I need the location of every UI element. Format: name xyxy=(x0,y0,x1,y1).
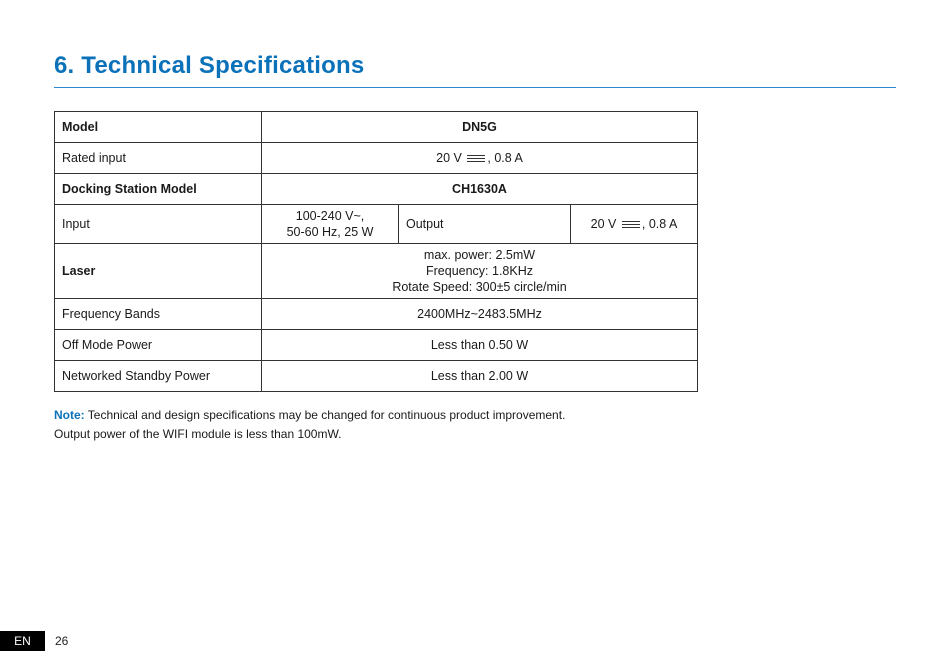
table-row xyxy=(55,330,698,361)
input-value xyxy=(262,205,399,244)
note-line xyxy=(54,406,565,425)
rated-input-value xyxy=(262,143,698,174)
laser-value xyxy=(262,244,698,299)
title-divider xyxy=(54,87,896,88)
model-value: DN5G xyxy=(262,112,698,143)
standby-value: Less than 2.00 W xyxy=(262,361,698,392)
laser-label: Laser xyxy=(55,244,262,299)
table-row xyxy=(55,299,698,330)
table-row xyxy=(55,205,698,244)
table-row xyxy=(55,361,698,392)
table-row xyxy=(55,143,698,174)
off-mode-value: Less than 0.50 W xyxy=(262,330,698,361)
laser-line: Rotate Speed: 300±5 circle/min xyxy=(392,280,567,294)
note-text: Technical and design specifications may be changed for continuous product improvement. xyxy=(84,408,566,422)
off-mode-label: Off Mode Power xyxy=(55,330,262,361)
freq-label: Frequency Bands xyxy=(55,299,262,330)
rated-input-label: Rated input xyxy=(55,143,262,174)
rated-input-voltage: 20 V xyxy=(436,151,462,165)
table-row xyxy=(55,174,698,205)
output-label: Output xyxy=(399,205,571,244)
note-label: Note: xyxy=(54,408,85,422)
spec-table xyxy=(54,111,698,392)
table-row xyxy=(55,112,698,143)
table-row xyxy=(55,244,698,299)
dc-symbol-icon xyxy=(622,221,640,228)
model-label: Model xyxy=(55,112,262,143)
standby-label: Networked Standby Power xyxy=(55,361,262,392)
language-badge: EN xyxy=(0,631,45,651)
note-line: Output power of the WIFI module is less than 100mW. xyxy=(54,427,342,441)
input-value-line2: 50-60 Hz, 25 W xyxy=(286,225,374,239)
laser-line: max. power: 2.5mW xyxy=(423,248,536,262)
input-value-line1: 100-240 V~, xyxy=(295,209,365,223)
freq-value: 2400MHz~2483.5MHz xyxy=(262,299,698,330)
output-voltage: 20 V xyxy=(590,217,617,231)
output-value xyxy=(571,205,698,244)
docking-value: CH1630A xyxy=(262,174,698,205)
input-label: Input xyxy=(55,205,262,244)
rated-input-current: , 0.8 A xyxy=(487,151,523,165)
page-title: 6. Technical Specifications xyxy=(54,52,365,79)
page-number: 26 xyxy=(55,634,69,648)
laser-line: Frequency: 1.8KHz xyxy=(426,264,533,278)
docking-label: Docking Station Model xyxy=(55,174,262,205)
dc-symbol-icon xyxy=(467,155,485,162)
output-current: , 0.8 A xyxy=(641,217,678,231)
note-block xyxy=(54,406,565,444)
